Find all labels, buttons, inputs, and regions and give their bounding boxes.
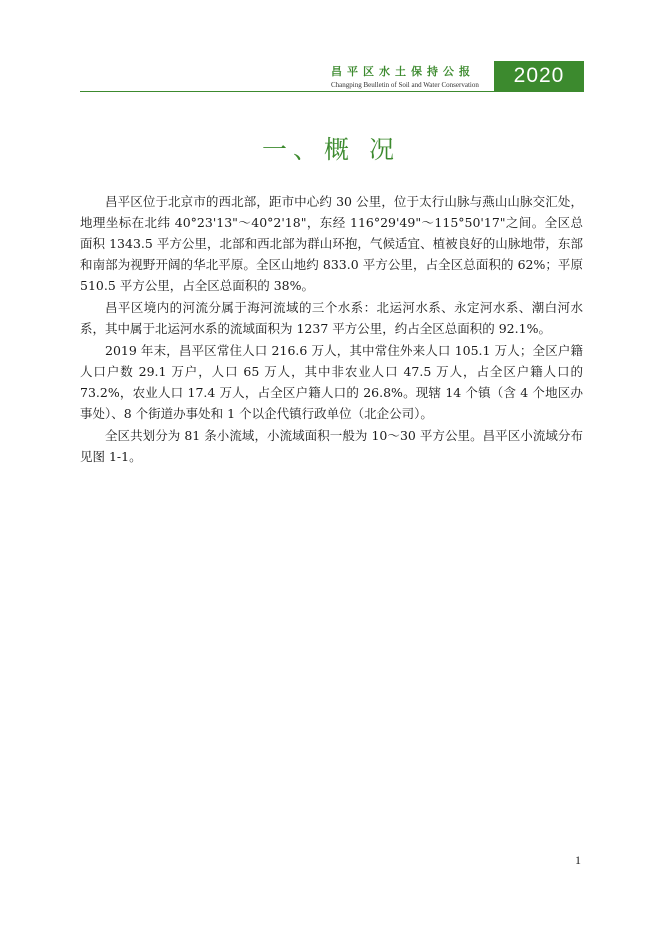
- paragraph-location: 昌平区位于北京市的西北部，距市中心约 30 公里，位于太行山脉与燕山山脉交汇处，地理坐标在北纬 40°23'13"～40°2'18"，东经 116°29'49"～115°50'17"之间。全区总面积 1343.5 平方公里，北部和西北部为群山环抱，气候适宜、植被良好的山脉地带，东部和南部为视野开阔的华北平原。全区山地约 833.0 平方公里，占全区总面积的 62%；平原 510.5 平方公里，占全区总面积的 38%。: [80, 194, 583, 293]
- paragraph-rivers: 昌平区境内的河流分属于海河流域的三个水系：北运河水系、永定河水系、潮白河水系，其中属于北运河水系的流域面积为 1237 平方公里，约占全区总面积的 92.1%。: [80, 300, 583, 336]
- body-text: [80, 191, 583, 468]
- header-divider: [80, 91, 584, 92]
- page-number: 1: [575, 853, 581, 867]
- chapter-title: 一、概 况: [262, 135, 400, 164]
- page-header: [0, 0, 662, 110]
- paragraph-watersheds: 全区共划分为 81 条小流域，小流域面积一般为 10～30 平方公里。昌平区小流域分布见图 1-1。: [80, 428, 583, 464]
- bulletin-title-cn: 昌平区水土保持公报: [331, 65, 475, 78]
- bulletin-title-en: Changping Beulletin of Soil and Water Conservation: [331, 81, 479, 89]
- paragraph-population: 2019 年末，昌平区常住人口 216.6 万人，其中常住外来人口 105.1 万人；全区户籍人口户数 29.1 万户，人口 65 万人，其中非农业人口 47.5 万人，占全区户籍人口的 73.2%，农业人口 17.4 万人，占全区户籍人口的 26.8%。现辖 14 个镇（含 4 个地区办事处）、8 个街道办事处和 1 个以企代镇行政单位（北企公司）。: [80, 343, 583, 421]
- year-badge: 2020: [494, 61, 584, 91]
